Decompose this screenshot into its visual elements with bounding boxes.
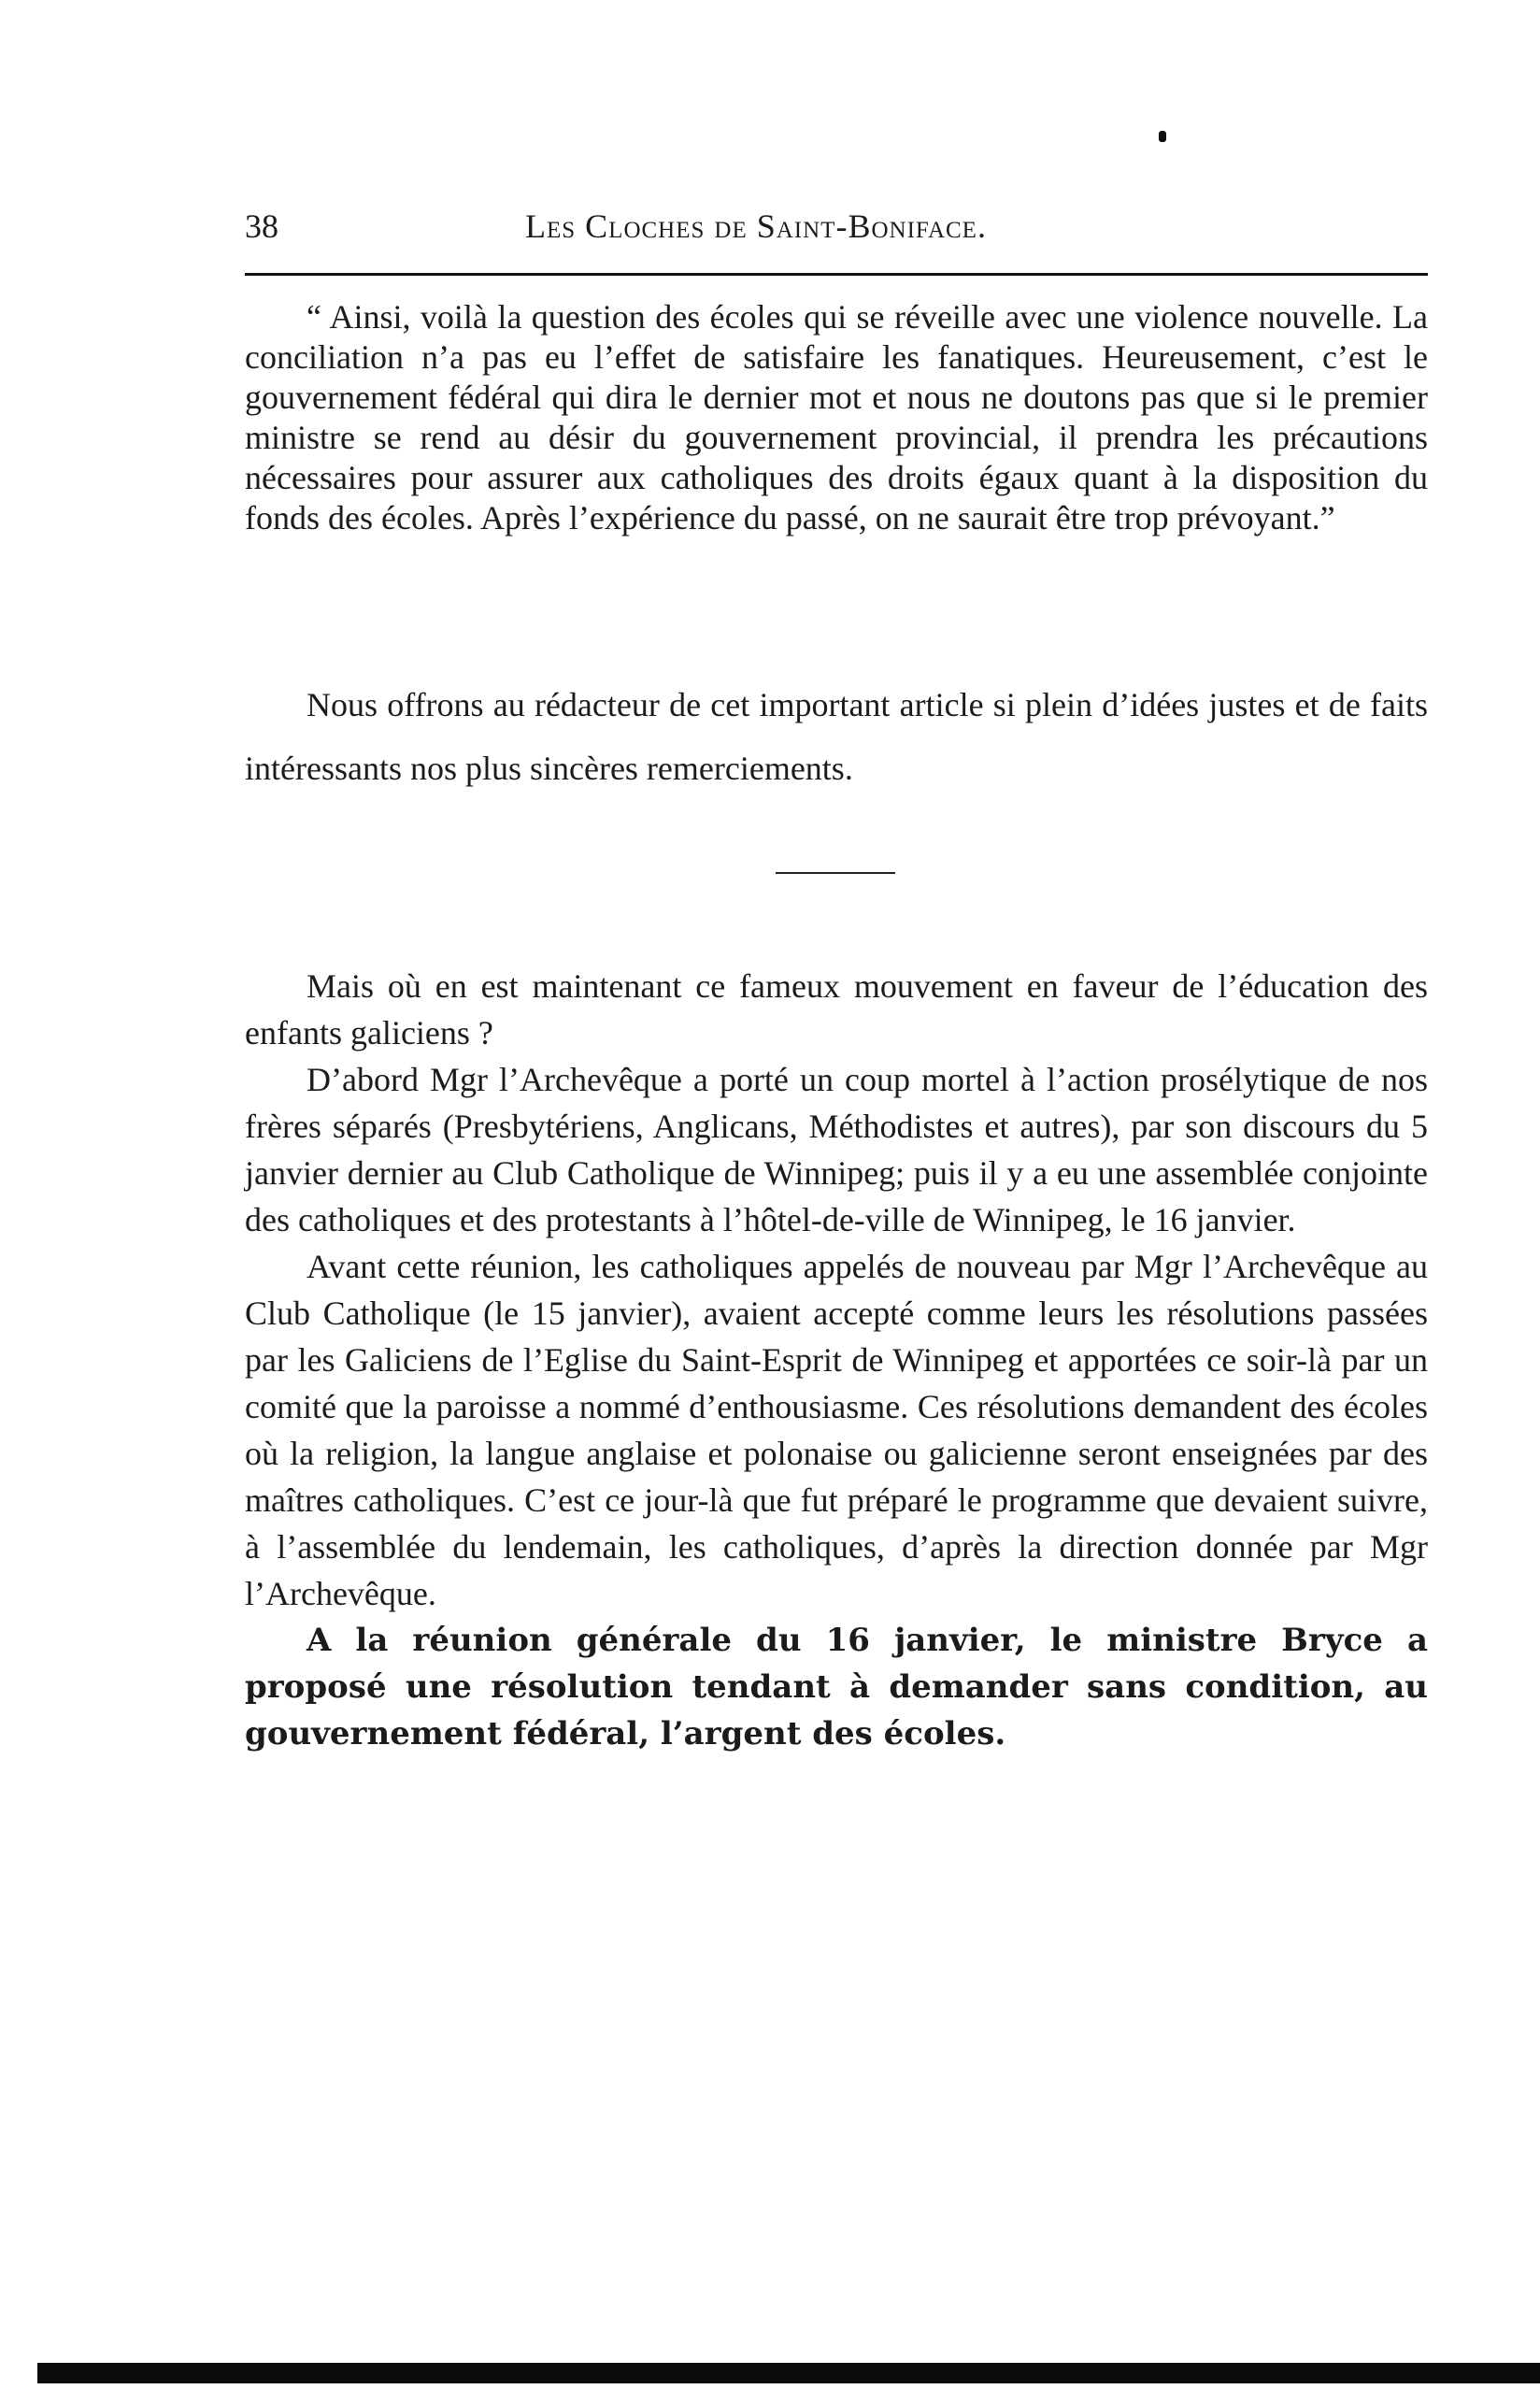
header-rule — [245, 273, 1428, 276]
paragraph-4: A la réunion générale du 16 janvier, le ministre Bryce a proposé une résolution tendant à demander sans condition, au gouvernement fédéral, l’argent des écoles. — [245, 1622, 1428, 1752]
thanks-paragraph: Nous offrons au rédacteur de cet important article si plein d’idées justes et de faits intéressants nos plus sincères remerciements. — [245, 686, 1428, 787]
main-text — [245, 963, 1428, 1757]
ink-speck — [1159, 131, 1166, 142]
paragraph-2: D’abord Mgr l’Archevêque a porté un coup mortel à l’action prosélytique de nos frères séparés (Presbytériens, Anglicans, Méthodistes et autres), par son discours du 5 janvier dernier au Club Catholique de Winnipeg; puis il y a eu une assemblée conjointe des catholiques et des protestants à l’hôtel-de-ville de Winnipeg, le 16 janvier. — [245, 1061, 1428, 1238]
running-header — [245, 198, 1428, 254]
section-divider — [776, 872, 895, 874]
bottom-edge-band — [37, 2363, 1540, 2383]
running-title: Les Cloches de Saint-Boniface. — [525, 207, 987, 245]
paragraph-1: Mais où en est maintenant ce fameux mouvement en faveur de l’éducation des enfants galiciens ? — [245, 967, 1428, 1051]
paragraph-3: Avant cette réunion, les catholiques appelés de nouveau par Mgr l’Archevêque au Club Catholique (le 15 janvier), avaient accepté comme leurs les résolutions passées par les Galiciens de l’Eglise du Saint-Esprit de Winnipeg et apportées ce soir-là par un comité que la paroisse a nommé d’enthousiasme. Ces résolutions demandent des écoles où la religion, la langue anglaise et polonaise ou galicienne seront enseignées par des maîtres catholiques. C’est ce jour-là que fut préparé le programme que devaient suivre, à l’assemblée du lendemain, les catholiques, d’après la direction donnée par Mgr l’Archevêque. — [245, 1248, 1428, 1612]
quote-paragraph: “ Ainsi, voilà la question des écoles qui se réveille avec une violence nouvelle. La conciliation n’a pas eu l’effet de satisfaire les fanatiques. Heureusement, c’est le gouvernement fédéral qui dira le dernier mot et nous ne doutons pas que si le premier ministre se rend au désir du gouvernement provincial, il prendra les précautions nécessaires pour assurer aux catholiques des droits égaux quant à la disposition du fonds des écoles. Après l’expérience du passé, on ne saurait être trop prévoyant.” — [245, 298, 1428, 536]
page-number: 38 — [245, 207, 278, 245]
